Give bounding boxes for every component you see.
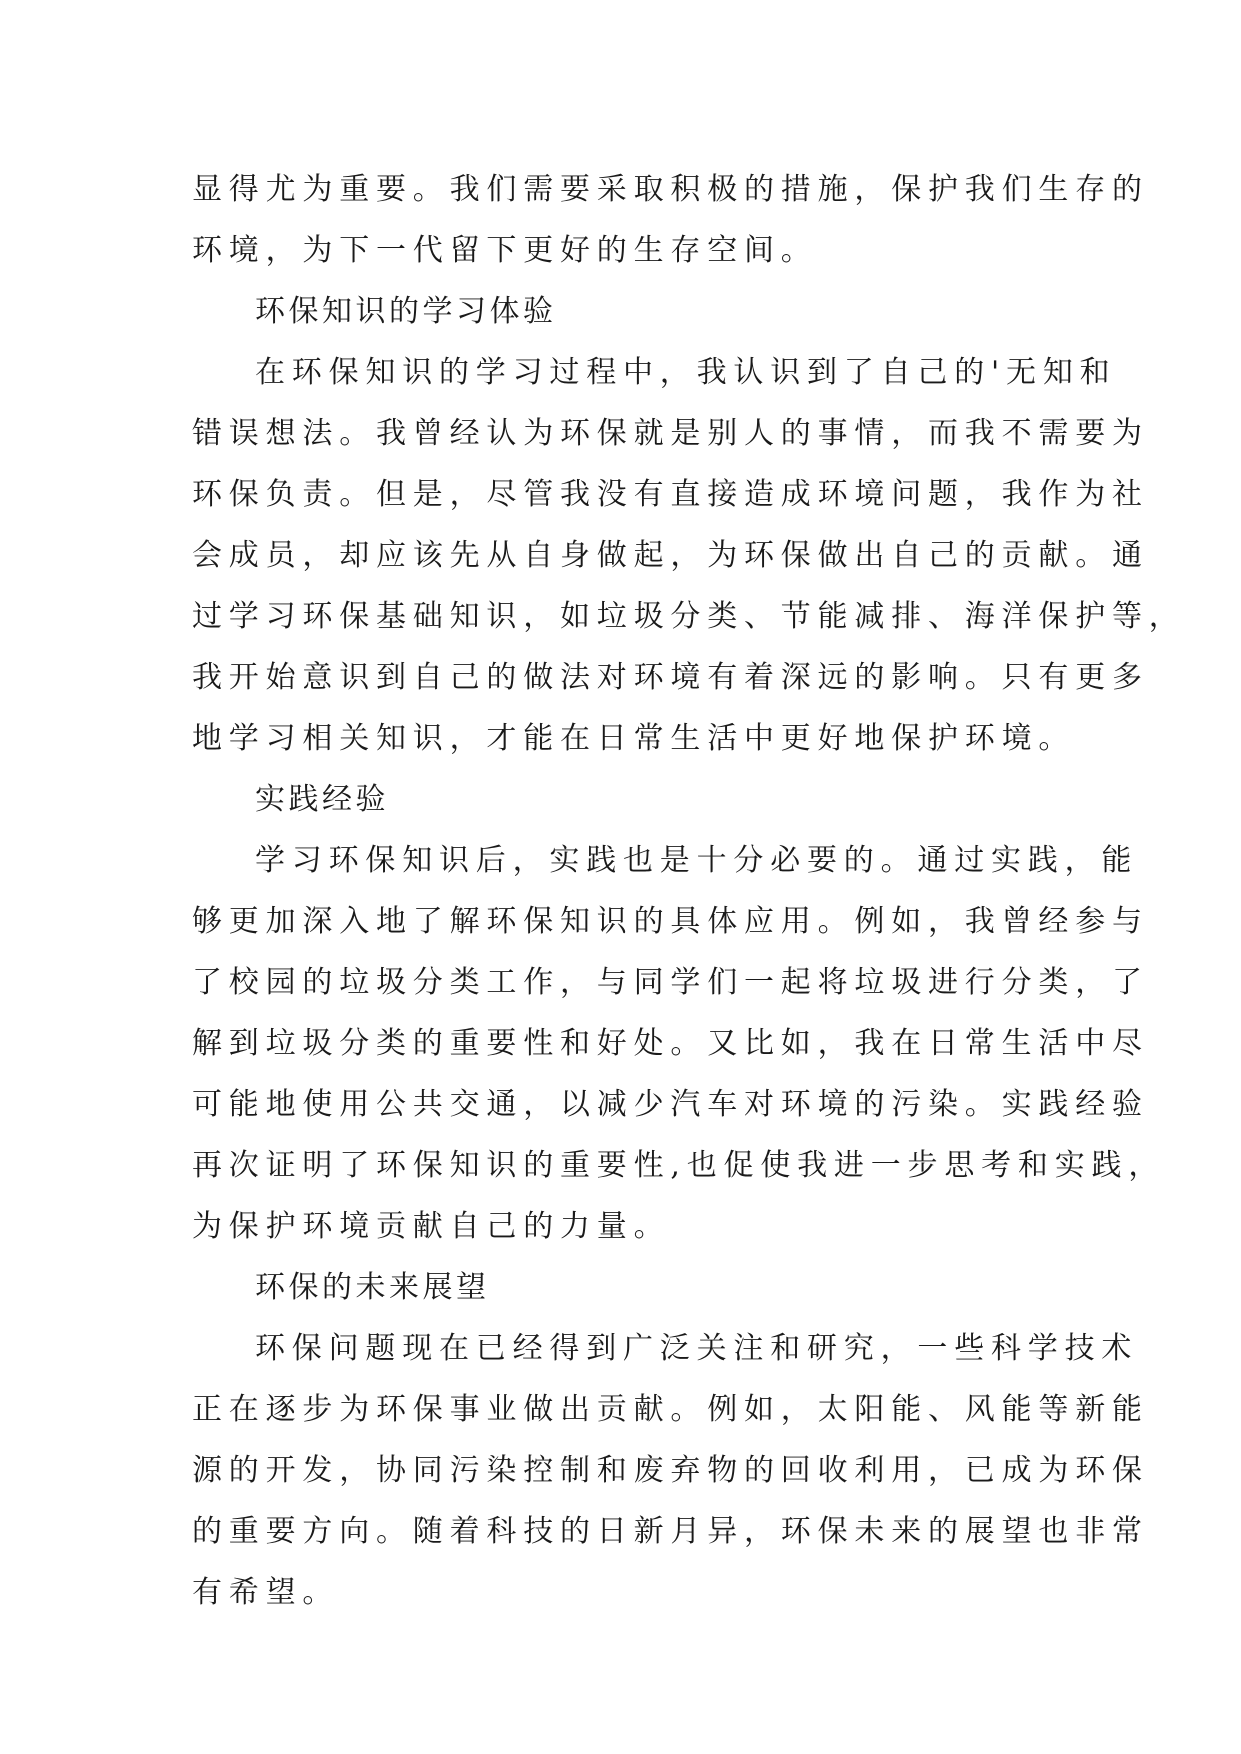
document-body [192,159,1186,1623]
text-line: 环境，为下一代留下更好的生存空间。 [192,233,818,268]
text-line: 过学习环保基础知识，如垃圾分类、节能减排、海洋保护等， [192,599,1186,634]
text-line: 地学习相关知识，才能在日常生活中更好地保护环境。 [192,721,1076,756]
text-line: 我开始意识到自己的做法对环境有着深远的影响。只有更多 [192,660,1149,695]
text-line: 的重要方向。随着科技的日新月异，环保未来的展望也非常 [192,1514,1149,1549]
text-line: 错误想法。我曾经认为环保就是别人的事情，而我不需要为 [192,416,1149,451]
text-line: 有希望。 [192,1575,340,1610]
paragraph-start: 学习环保知识后，实践也是十分必要的。通过实践，能 [255,843,1139,878]
paragraph-start: 环保问题现在已经得到广泛关注和研究，一些科学技术 [255,1331,1139,1366]
text-line: 解到垃圾分类的重要性和好处。又比如，我在日常生活中尽 [192,1026,1149,1061]
text-line: 显得尤为重要。我们需要采取积极的措施，保护我们生存的 [192,172,1149,207]
section-heading: 实践经验 [255,782,389,817]
text-line: 环保负责。但是，尽管我没有直接造成环境问题，我作为社 [192,477,1149,512]
text-line: 正在逐步为环保事业做出贡献。例如，太阳能、风能等新能 [192,1392,1149,1427]
text-line: 源的开发，协同污染控制和废弃物的回收利用，已成为环保 [192,1453,1149,1488]
section-heading: 环保的未来展望 [255,1270,490,1305]
text-line: 再次证明了环保知识的重要性,也促使我进一步思考和实践， [192,1148,1166,1183]
text-line: 为保护环境贡献自己的力量。 [192,1209,671,1244]
paragraph-start: 在环保知识的学习过程中，我认识到了自己的'无知和 [255,355,1117,390]
text-line: 会成员，却应该先从自身做起，为环保做出自己的贡献。通 [192,538,1149,573]
text-line: 可能地使用公共交通，以减少汽车对环境的污染。实践经验 [192,1087,1149,1122]
text-line: 够更加深入地了解环保知识的具体应用。例如，我曾经参与 [192,904,1149,939]
section-heading: 环保知识的学习体验 [255,294,557,329]
text-line: 了校园的垃圾分类工作，与同学们一起将垃圾进行分类，了 [192,965,1149,1000]
